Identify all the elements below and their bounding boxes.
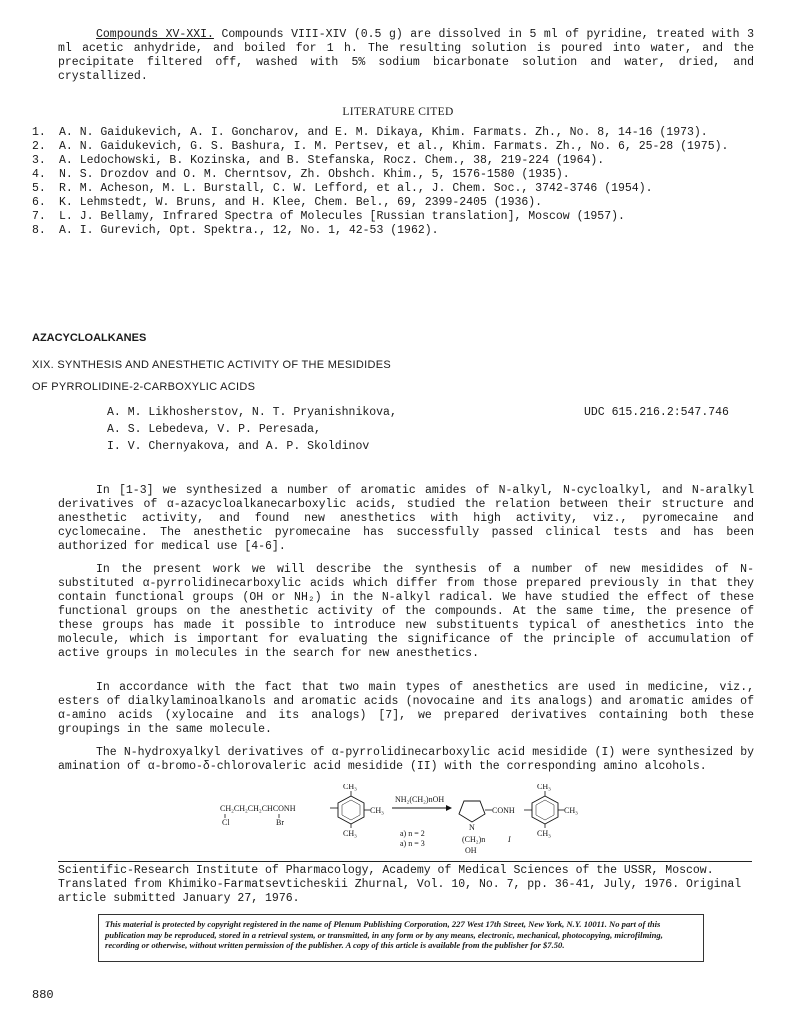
reference-item: [32, 182, 752, 196]
intro-lead: Compounds XV-XXI.: [96, 28, 214, 41]
condition-a: a) n = 2: [400, 829, 425, 838]
literature-cited-heading: LITERATURE CITED: [342, 106, 454, 118]
copyright-notice: This material is protected by copyright registered in the name of Plenum Publishing Corporation, 227 West 17th Street, New York, N.Y. 10011. No part of this publication may be reproduced, stored in a retrieval system, or transmitted, in any form or by any means, electronic, mechanical, photocopying, microfilming, recording or otherwise, without written permission of the publisher. A copy of this article is available from the publisher for $7.50.: [98, 914, 704, 962]
author-line: I. V. Chernyakova, and A. P. Skoldinov: [107, 440, 370, 453]
article-title: [32, 354, 592, 398]
article-title-line: XIX. SYNTHESIS AND ANESTHETIC ACTIVITY OF THE MESIDIDES: [32, 359, 391, 371]
reference-text: A. N. Gaidukevich, G. S. Bashura, I. M. Pertsev, et al., Khim. Farmats. Zh., No. 6, 25-28 (1975).: [59, 140, 729, 153]
reference-text: N. S. Drozdov and O. M. Cherntsov, Zh. Obshch. Khim., 5, 1576-1580 (1935).: [59, 168, 570, 181]
product-label: I: [508, 835, 511, 844]
body-paragraph: The N-hydroxyalkyl derivatives of α-pyrrolidinecarboxylic acid mesidide (I) were synthesized by amination of α-bromo-δ-chlorovaleric acid mesidide (II) with the corresponding amino alcohols.: [58, 746, 754, 773]
product-amide: CONH: [492, 806, 515, 815]
affiliation-footnote: Scientific-Research Institute of Pharmacology, Academy of Medical Sciences of the USSR, Moscow. Translated from Khimiko-Farmatsevticheskii Zhurnal, Vol. 10, No. 7, pp. 36-41, July, 1976. Original article submitted January 27, 1976.: [58, 864, 742, 905]
reference-number: 2.: [32, 140, 46, 153]
product-chain: (CH₂)n: [462, 835, 486, 844]
methyl-label: CH₃: [370, 806, 384, 815]
methyl-label: CH₃: [537, 784, 551, 791]
product-nitrogen: N: [469, 823, 475, 832]
reference-number: 3.: [32, 154, 46, 167]
methyl-label: CH₃: [343, 784, 357, 791]
methyl-label: CH₃: [537, 829, 551, 838]
reference-item: [32, 140, 752, 154]
reference-item: [32, 154, 752, 168]
reference-number: 5.: [32, 182, 46, 195]
udc-code: UDC 615.216.2:547.746: [584, 406, 729, 419]
reactant-bromine: Br: [276, 818, 284, 827]
reference-text: A. I. Gurevich, Opt. Spektra., 12, No. 1, 42-53 (1962).: [59, 224, 439, 237]
reference-number: 8.: [32, 224, 46, 237]
reference-item: [32, 196, 752, 210]
reference-text: R. M. Acheson, M. L. Burstall, C. W. Lefford, et al., J. Chem. Soc., 3742-3746 (1954).: [59, 182, 653, 195]
product-hydroxyl: OH: [465, 846, 477, 855]
reference-text: A. Ledochowski, B. Kozinska, and B. Stefanska, Rocz. Chem., 38, 219-224 (1964).: [59, 154, 605, 167]
article-title-line: OF PYRROLIDINE-2-CARBOXYLIC ACIDS: [32, 381, 256, 393]
reference-item: [32, 224, 752, 238]
methyl-label: CH₃: [564, 806, 578, 815]
reference-item: [32, 126, 752, 140]
author-line: A. M. Likhosherstov, N. T. Pryanishnikova,: [107, 406, 397, 419]
reference-item: [32, 210, 752, 224]
reference-item: [32, 168, 752, 182]
condition-b: a) n = 3: [400, 839, 425, 848]
footnote-rule: [58, 861, 752, 862]
body-paragraph: In the present work we will describe the synthesis of a number of new mesidides of N-substituted α-pyrrolidinecarboxylic acids which differ from those prepared previously in that they contain functional groups (OH or NH₂) in the N-alkyl radical. We have studied the effect of these functional groups on the anesthetic activity of the compounds. At the same time, the presence of these groups has made it possible to introduce new substituents typical of anesthetics into the molecule, which is important for evaluating the significance of the principle of accumulation of active groups in molecules in the search for new anesthetics.: [58, 563, 754, 660]
reference-text: L. J. Bellamy, Infrared Spectra of Molecules [Russian translation], Moscow (1957).: [59, 210, 625, 223]
reference-text: A. N. Gaidukevich, A. I. Goncharov, and E. M. Dikaya, Khim. Farmats. Zh., No. 8, 14-16 (1973).: [59, 126, 708, 139]
methyl-label: CH₃: [343, 829, 357, 838]
body-paragraph: In [1-3] we synthesized a number of aromatic amides of N-alkyl, N-cycloalkyl, and N-aralkyl derivatives of α-azacycloalkanecarboxylic acids, studied the relation between their structure and anesthetic activity, and found new anesthetics with high activity, viz., pyromecaine and cyclomecaine. The anesthetic pyromecaine has successfully passed clinical tests and has been authorized for medical use [4-6].: [58, 484, 754, 553]
body-paragraph: In accordance with the fact that two main types of anesthetics are used in medicine, viz., esters of dialkylaminoalkanols and aromatic acids (novocaine and its analogs) and aromatic amides of α-amino acids (xylocaine and its analogs) [7], we prepared derivatives containing both these groupings in the same molecule.: [58, 681, 754, 736]
page-number: 880: [32, 988, 54, 1002]
reference-number: 1.: [32, 126, 46, 139]
section-heading: AZACYCLOALKANES: [32, 332, 147, 344]
reactant-chain: CH₂CH₂CH₂CHCONH: [220, 804, 296, 813]
reference-number: 4.: [32, 168, 46, 181]
reference-list: [32, 126, 752, 238]
intro-paragraph: [58, 28, 754, 84]
reaction-scheme: [218, 784, 608, 862]
reference-number: 6.: [32, 196, 46, 209]
author-list: [107, 406, 507, 454]
reference-number: 7.: [32, 210, 46, 223]
reference-text: K. Lehmstedt, W. Bruns, and H. Klee, Chem. Bel., 69, 2399-2405 (1936).: [59, 196, 543, 209]
reactant-chlorine: Cl: [222, 818, 230, 827]
intro-text: Compounds VIII-XIV (0.5 g) are dissolved in 5 ml of pyridine, treated with 3 ml acetic anhydride, and boiled for 1 h. The resulting solution is poured into water, and the precipitate filtered off, washed with 5% sodium bicarbonate solution and water, dried, and crystallized.: [58, 28, 755, 83]
reagent-label: NH₂(CH₂)nOH: [395, 795, 445, 804]
author-line: A. S. Lebedeva, V. P. Peresada,: [107, 423, 321, 436]
pyrrolidine-ring-icon: [459, 801, 485, 822]
